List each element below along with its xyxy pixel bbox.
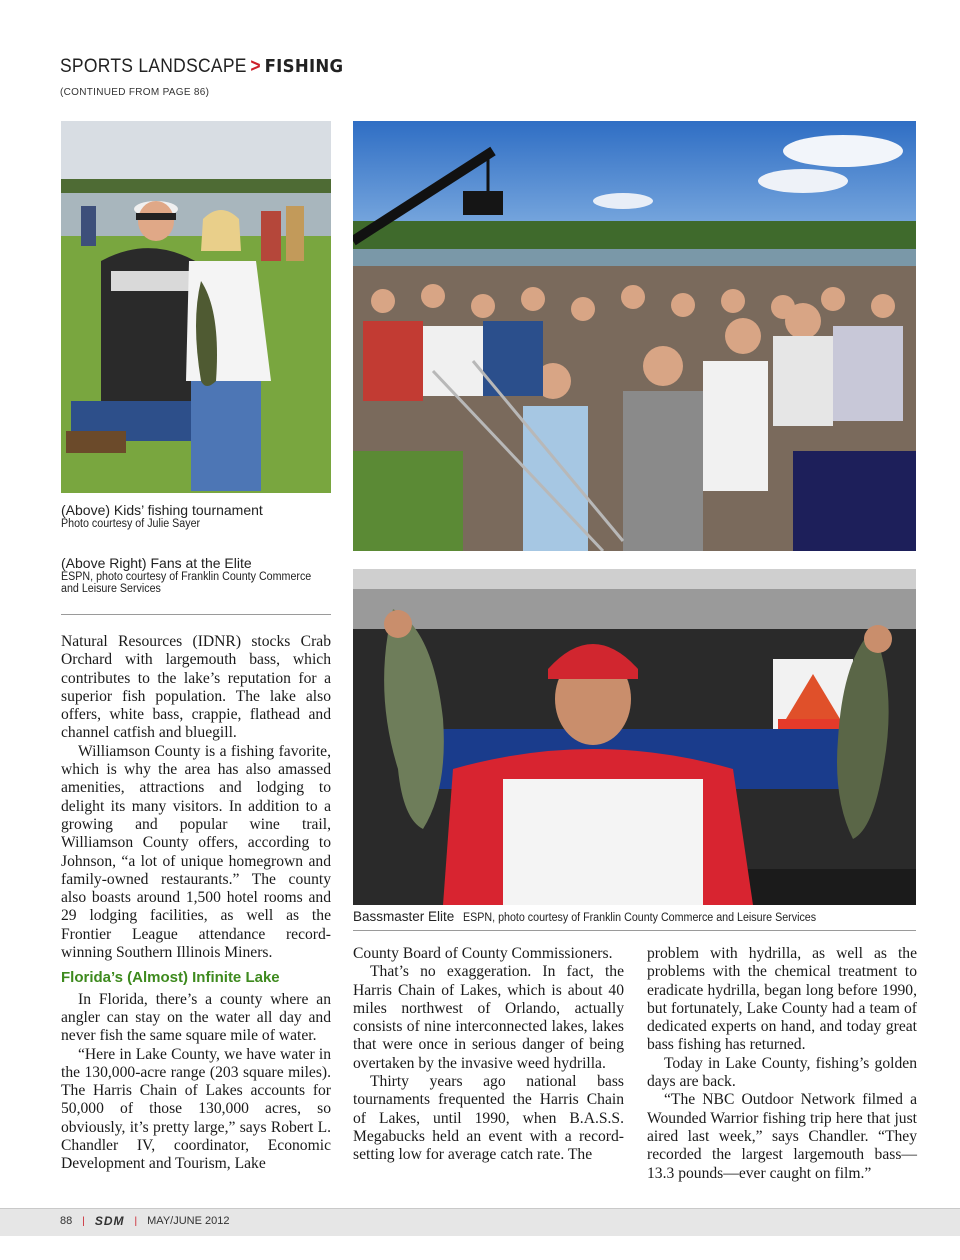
paragraph: Today in Lake County, fishing’s golden days are back. xyxy=(647,1054,917,1091)
page-footer xyxy=(60,1214,229,1228)
article-column-3 xyxy=(647,945,917,1183)
kids-caption-title: (Above) Kids’ fishing tournament xyxy=(61,502,263,518)
bass-caption-title: Bassmaster Elite xyxy=(353,909,455,924)
page-number: 88 xyxy=(60,1215,73,1227)
footer-separator: | xyxy=(134,1215,138,1227)
magazine-logo: SDM xyxy=(94,1214,125,1228)
kids-photo-caption xyxy=(61,502,263,530)
section-arrow: > xyxy=(250,56,261,77)
paragraph: problem with hydrilla, as well as the problems with the chemical treatment to eradicate hydrilla, began long before 1990, but fortunately, Lake County had a team of dedicated experts on hand, and today great bass fishing has returned. xyxy=(647,945,917,1054)
paragraph: “Here in Lake County, we have water in the 130,000-acre range (203 square miles). The Harris Chain of Lakes accounts for 50,000 of those 130,000 acres, so obviously, it’s pretty large,” says Robert L. Chandler IV, coordinator, Economic Development and Tourism, Lake xyxy=(61,1045,331,1173)
fans-caption-credit-line1: ESPN, photo courtesy of Franklin County Commerce xyxy=(61,571,312,583)
paragraph: “The NBC Outdoor Network filmed a Wounded Warrior fishing trip here that just aired last week,” says Chandler. “They recorded the largest largemouth bass—13.3 pounds—ever caught on film.” xyxy=(647,1091,917,1182)
section-name: SPORTS LANDSCAPE xyxy=(60,56,247,77)
fans-caption-credit-line2: and Leisure Services xyxy=(61,583,161,595)
paragraph: Williamson County is a fishing favorite, which is why the area has also amassed amenities, attractions and lodging to delight its many visitors. In addition to a growing and popular wine trail, Williamson County offers, according to Johnson, “a lot of unique homegrown and family-owned restaurants.” The county also boasts around 1,500 hotel rooms and 29 lodging facilities, as well as the Frontier League attendance record-winning Southern Illinois Miners. xyxy=(61,742,331,962)
article-column-2 xyxy=(353,945,624,1165)
paragraph: County Board of County Commissioners. xyxy=(353,945,613,962)
angler-bass-photo xyxy=(353,569,916,905)
paragraph: In Florida, there’s a county where an angler can stay on the water all day and never fish the same square mile of water. xyxy=(61,990,331,1045)
section-title xyxy=(60,56,343,78)
paragraph: Thirty years ago national bass tournaments frequented the Harris Chain of Lakes, until 1990, when B.A.S.S. Megabucks held an event with a record-setting low for average catch rate. The xyxy=(353,1073,624,1164)
issue-date: MAY/JUNE 2012 xyxy=(147,1215,230,1227)
florida-subhead: Florida’s (Almost) Infinite Lake xyxy=(61,969,280,987)
paragraph: That’s no exaggeration. In fact, the Harris Chain of Lakes, which is about 40 miles northwest of Orlando, actually consists of nine interconnected lakes, lakes that were once in serious danger of being overtaken by the invasive weed hydrilla. xyxy=(353,963,624,1072)
fans-caption-title: (Above Right) Fans at the Elite xyxy=(61,555,252,571)
kids-tournament-photo xyxy=(61,121,331,493)
paragraph: Natural Resources (IDNR) stocks Crab Orchard with largemouth bass, which contributes to the lake’s reputation for a superior fish population. The lake also offers, white bass, crappie, flathead and channel catfish and bluegill. xyxy=(61,633,331,742)
bass-caption-credit: ESPN, photo courtesy of Franklin County Commerce and Leisure Services xyxy=(462,912,816,924)
bass-photo-caption xyxy=(353,908,842,926)
caption-divider xyxy=(61,614,331,615)
continued-note: (CONTINUED FROM PAGE 86) xyxy=(60,87,210,98)
fans-photo-caption xyxy=(61,555,330,595)
page-header xyxy=(60,56,368,98)
article-column-1 xyxy=(61,633,331,1174)
kids-caption-credit: Photo courtesy of Julie Sayer xyxy=(61,518,201,530)
bass-caption-divider xyxy=(353,930,916,931)
section-topic: FISHING xyxy=(264,56,344,77)
footer-separator: | xyxy=(82,1215,85,1227)
fans-crowd-photo xyxy=(353,121,916,551)
